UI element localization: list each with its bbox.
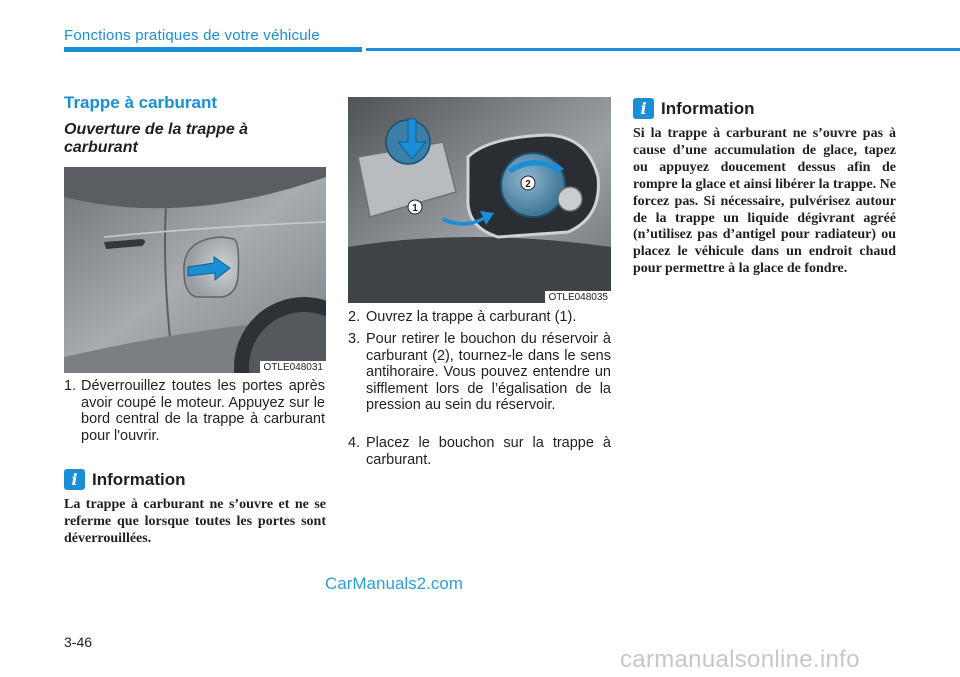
page-number: 3-46	[64, 634, 93, 650]
watermark-carmanuals2[interactable]: CarManuals2.com	[325, 574, 463, 593]
info-title: Information	[92, 469, 186, 489]
step-text: Pour retirer le bouchon du réservoir à carburant (2), tournez-le dans le sens antihoraire. Vous pouvez entendre un sifflement lors de l’égalisation de la pression au sein du réservoir.	[366, 331, 611, 414]
figure-code: OTLE048035	[545, 291, 612, 303]
header-rule-thin	[366, 48, 960, 51]
info-icon: i	[64, 469, 85, 490]
section-title: Trappe à carburant	[64, 93, 218, 112]
watermark-carmanualsonline[interactable]: carmanualsonline.info	[620, 646, 860, 673]
step-number: 2.	[348, 309, 361, 325]
info-box-1-header	[64, 469, 186, 490]
fuel-cap-illustration	[348, 97, 611, 303]
step-number: 3.	[348, 331, 361, 347]
section-subtitle: Ouverture de la trappe à carburant	[64, 121, 249, 156]
car-side-illustration	[64, 167, 326, 373]
step-1	[64, 378, 325, 444]
step-3	[348, 331, 611, 414]
figure-code: OTLE048031	[260, 361, 327, 373]
step-text: Placez le bouchon sur la trappe à carburant.	[366, 435, 611, 468]
callout-1: 1	[412, 203, 418, 214]
step-4	[348, 435, 611, 468]
step-2	[348, 309, 611, 326]
figure-fuel-door-exterior	[64, 167, 326, 373]
callout-2: 2	[525, 179, 531, 190]
info-box-1-text: La trappe à carburant ne s’ouvre et ne se referme que lorsque toutes les portes sont déverrouillées.	[64, 497, 326, 546]
info-icon: i	[633, 98, 654, 119]
step-number: 4.	[348, 435, 361, 451]
step-text: Déverrouillez toutes les portes après avoir coupé le moteur. Appuyez sur le bord central de la trappe à carburant pour l'ouvrir.	[81, 378, 325, 444]
step-text: Ouvrez la trappe à carburant (1).	[366, 309, 577, 325]
info-box-2-header	[633, 98, 755, 119]
running-header: Fonctions pratiques de votre véhicule	[64, 27, 320, 44]
info-box-2-text: Si la trappe à carburant ne s’ouvre pas à cause d’une accumulation de glace, tapez ou appuyez doucement dessus afin de rompre la glace et ainsi libérer la trappe. Ne forcez pas. Si nécessaire, pulvérisez autour de la trappe un liquide dégivrant agréé (n’utilisez pas d’antigel pour radiateur) ou placez le véhicule dans un endroit chaud pour permettre à la glace de fondre.	[633, 126, 896, 277]
figure-fuel-door-open	[348, 97, 611, 303]
step-number: 1.	[64, 378, 77, 394]
header-rule-thick	[64, 47, 362, 52]
info-title: Information	[661, 98, 755, 118]
